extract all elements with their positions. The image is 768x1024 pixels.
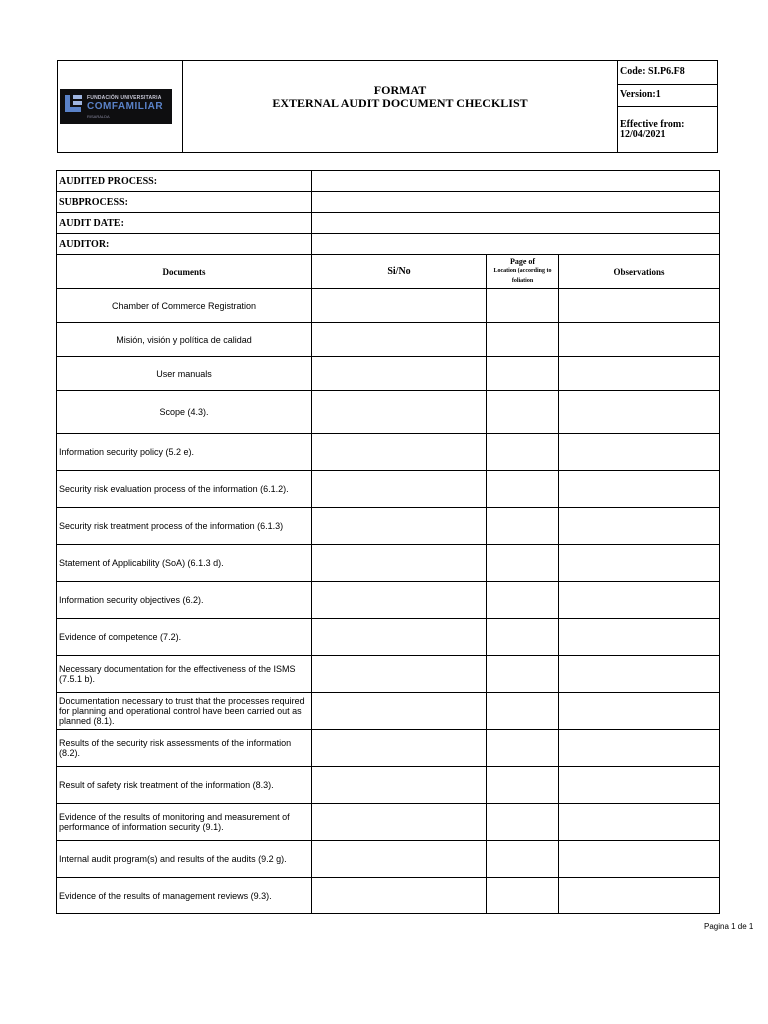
foliation-label: foliation bbox=[511, 278, 534, 284]
observations-cell[interactable] bbox=[559, 730, 720, 767]
observations-cell[interactable] bbox=[559, 471, 720, 508]
page-location-cell[interactable] bbox=[487, 508, 559, 545]
page-location-cell[interactable] bbox=[487, 471, 559, 508]
document-name: Documentation necessary to trust that the processes required for planning and operational control have been carried out as planned (8.1). bbox=[57, 693, 312, 730]
auditor-field[interactable] bbox=[312, 234, 720, 255]
table-row bbox=[57, 878, 720, 914]
observations-cell[interactable] bbox=[559, 357, 720, 391]
si-no-cell[interactable] bbox=[312, 804, 487, 841]
si-no-column-header: Si/No bbox=[312, 255, 487, 289]
observations-cell[interactable] bbox=[559, 619, 720, 656]
document-name: Scope (4.3). bbox=[57, 391, 312, 434]
observations-cell[interactable] bbox=[559, 878, 720, 914]
document-title: EXTERNAL AUDIT DOCUMENT CHECKLIST bbox=[272, 96, 528, 110]
page-of-label: Page of bbox=[509, 257, 536, 266]
observations-cell[interactable] bbox=[559, 545, 720, 582]
si-no-cell[interactable] bbox=[312, 878, 487, 914]
document-name: Security risk treatment process of the information (6.1.3) bbox=[57, 508, 312, 545]
document-meta bbox=[617, 61, 718, 152]
page-footer: Pagina 1 de 1 bbox=[704, 922, 754, 931]
document-name: Evidence of the results of management reviews (9.3). bbox=[57, 878, 312, 914]
page-location-cell[interactable] bbox=[487, 434, 559, 471]
table-row bbox=[57, 693, 720, 730]
page-location-cell[interactable] bbox=[487, 878, 559, 914]
si-no-cell[interactable] bbox=[312, 471, 487, 508]
document-name: Internal audit program(s) and results of the audits (9.2 g). bbox=[57, 841, 312, 878]
observations-cell[interactable] bbox=[559, 289, 720, 323]
observations-cell[interactable] bbox=[559, 693, 720, 730]
info-row bbox=[57, 234, 720, 255]
page-location-column-header bbox=[487, 255, 559, 289]
document-name: Chamber of Commerce Registration bbox=[57, 289, 312, 323]
info-row bbox=[57, 171, 720, 192]
audit-date-label: AUDIT DATE: bbox=[57, 213, 312, 234]
si-no-cell[interactable] bbox=[312, 323, 487, 357]
audited-process-label: AUDITED PROCESS: bbox=[57, 171, 312, 192]
logo-cell bbox=[58, 61, 183, 152]
document-name: User manuals bbox=[57, 357, 312, 391]
observations-cell[interactable] bbox=[559, 582, 720, 619]
effective-date: 12/04/2021 bbox=[620, 129, 666, 140]
effective-label: Effective from: bbox=[620, 119, 685, 130]
si-no-cell[interactable] bbox=[312, 767, 487, 804]
documents-column-header: Documents bbox=[57, 255, 312, 289]
observations-cell[interactable] bbox=[559, 508, 720, 545]
table-row bbox=[57, 619, 720, 656]
title-cell bbox=[183, 61, 617, 152]
si-no-cell[interactable] bbox=[312, 508, 487, 545]
subprocess-label: SUBPROCESS: bbox=[57, 192, 312, 213]
si-no-cell[interactable] bbox=[312, 841, 487, 878]
format-title: FORMAT bbox=[373, 83, 427, 97]
page-location-cell[interactable] bbox=[487, 545, 559, 582]
document-name: Security risk evaluation process of the information (6.1.2). bbox=[57, 471, 312, 508]
subprocess-field[interactable] bbox=[312, 192, 720, 213]
info-row bbox=[57, 192, 720, 213]
si-no-cell[interactable] bbox=[312, 656, 487, 693]
si-no-cell[interactable] bbox=[312, 693, 487, 730]
table-row bbox=[57, 357, 720, 391]
page-location-cell[interactable] bbox=[487, 323, 559, 357]
location-label: Location (according to bbox=[493, 268, 552, 274]
document-name: Result of safety risk treatment of the information (8.3). bbox=[57, 767, 312, 804]
si-no-cell[interactable] bbox=[312, 391, 487, 434]
document-name: Necessary documentation for the effectiveness of the ISMS (7.5.1 b). bbox=[57, 656, 312, 693]
page-location-cell[interactable] bbox=[487, 582, 559, 619]
si-no-cell[interactable] bbox=[312, 619, 487, 656]
observations-cell[interactable] bbox=[559, 434, 720, 471]
document-name: Results of the security risk assessments of the information (8.2). bbox=[57, 730, 312, 767]
observations-cell[interactable] bbox=[559, 841, 720, 878]
document-name: Information security objectives (6.2). bbox=[57, 582, 312, 619]
page-location-cell[interactable] bbox=[487, 391, 559, 434]
table-row bbox=[57, 471, 720, 508]
si-no-cell[interactable] bbox=[312, 434, 487, 471]
logo-line3: RISARALDA bbox=[87, 114, 110, 119]
table-row bbox=[57, 545, 720, 582]
observations-cell[interactable] bbox=[559, 323, 720, 357]
si-no-cell[interactable] bbox=[312, 582, 487, 619]
page-location-cell[interactable] bbox=[487, 357, 559, 391]
si-no-cell[interactable] bbox=[312, 357, 487, 391]
document-name: Information security policy (5.2 e). bbox=[57, 434, 312, 471]
table-row bbox=[57, 582, 720, 619]
page-location-cell[interactable] bbox=[487, 804, 559, 841]
page-location-cell[interactable] bbox=[487, 767, 559, 804]
checklist-table bbox=[56, 170, 720, 914]
audited-process-field[interactable] bbox=[312, 171, 720, 192]
page-location-cell[interactable] bbox=[487, 841, 559, 878]
info-row bbox=[57, 213, 720, 234]
document-code: Code: SI.P6.F8 bbox=[618, 61, 718, 85]
page-location-cell[interactable] bbox=[487, 289, 559, 323]
document-version: Version:1 bbox=[618, 85, 718, 107]
document-name: Evidence of competence (7.2). bbox=[57, 619, 312, 656]
document-header bbox=[57, 60, 718, 153]
column-header-row bbox=[57, 255, 720, 289]
table-row bbox=[57, 434, 720, 471]
table-row bbox=[57, 767, 720, 804]
university-emblem-icon bbox=[65, 95, 83, 117]
table-row bbox=[57, 508, 720, 545]
observations-cell[interactable] bbox=[559, 391, 720, 434]
page-location-cell[interactable] bbox=[487, 656, 559, 693]
si-no-cell[interactable] bbox=[312, 289, 487, 323]
document-name: Evidence of the results of monitoring and measurement of performance of information security (9.1). bbox=[57, 804, 312, 841]
observations-column-header: Observations bbox=[559, 255, 720, 289]
observations-cell[interactable] bbox=[559, 656, 720, 693]
table-row bbox=[57, 391, 720, 434]
page-location-cell[interactable] bbox=[487, 693, 559, 730]
si-no-cell[interactable] bbox=[312, 730, 487, 767]
effective-date-cell bbox=[618, 107, 718, 152]
table-row bbox=[57, 841, 720, 878]
table-row bbox=[57, 323, 720, 357]
audit-date-field[interactable] bbox=[312, 213, 720, 234]
table-row bbox=[57, 730, 720, 767]
document-name: Misión, visión y política de calidad bbox=[57, 323, 312, 357]
si-no-cell[interactable] bbox=[312, 545, 487, 582]
document-name: Statement of Applicability (SoA) (6.1.3 d). bbox=[57, 545, 312, 582]
page-location-cell[interactable] bbox=[487, 730, 559, 767]
table-row bbox=[57, 656, 720, 693]
observations-cell[interactable] bbox=[559, 767, 720, 804]
observations-cell[interactable] bbox=[559, 804, 720, 841]
table-row bbox=[57, 289, 720, 323]
table-row bbox=[57, 804, 720, 841]
auditor-label: AUDITOR: bbox=[57, 234, 312, 255]
page-location-cell[interactable] bbox=[487, 619, 559, 656]
logo-line1: FUNDACIÓN UNIVERSITARIA bbox=[87, 95, 162, 101]
institution-logo bbox=[60, 89, 172, 124]
logo-line2: COMFAMILIAR bbox=[87, 101, 164, 112]
